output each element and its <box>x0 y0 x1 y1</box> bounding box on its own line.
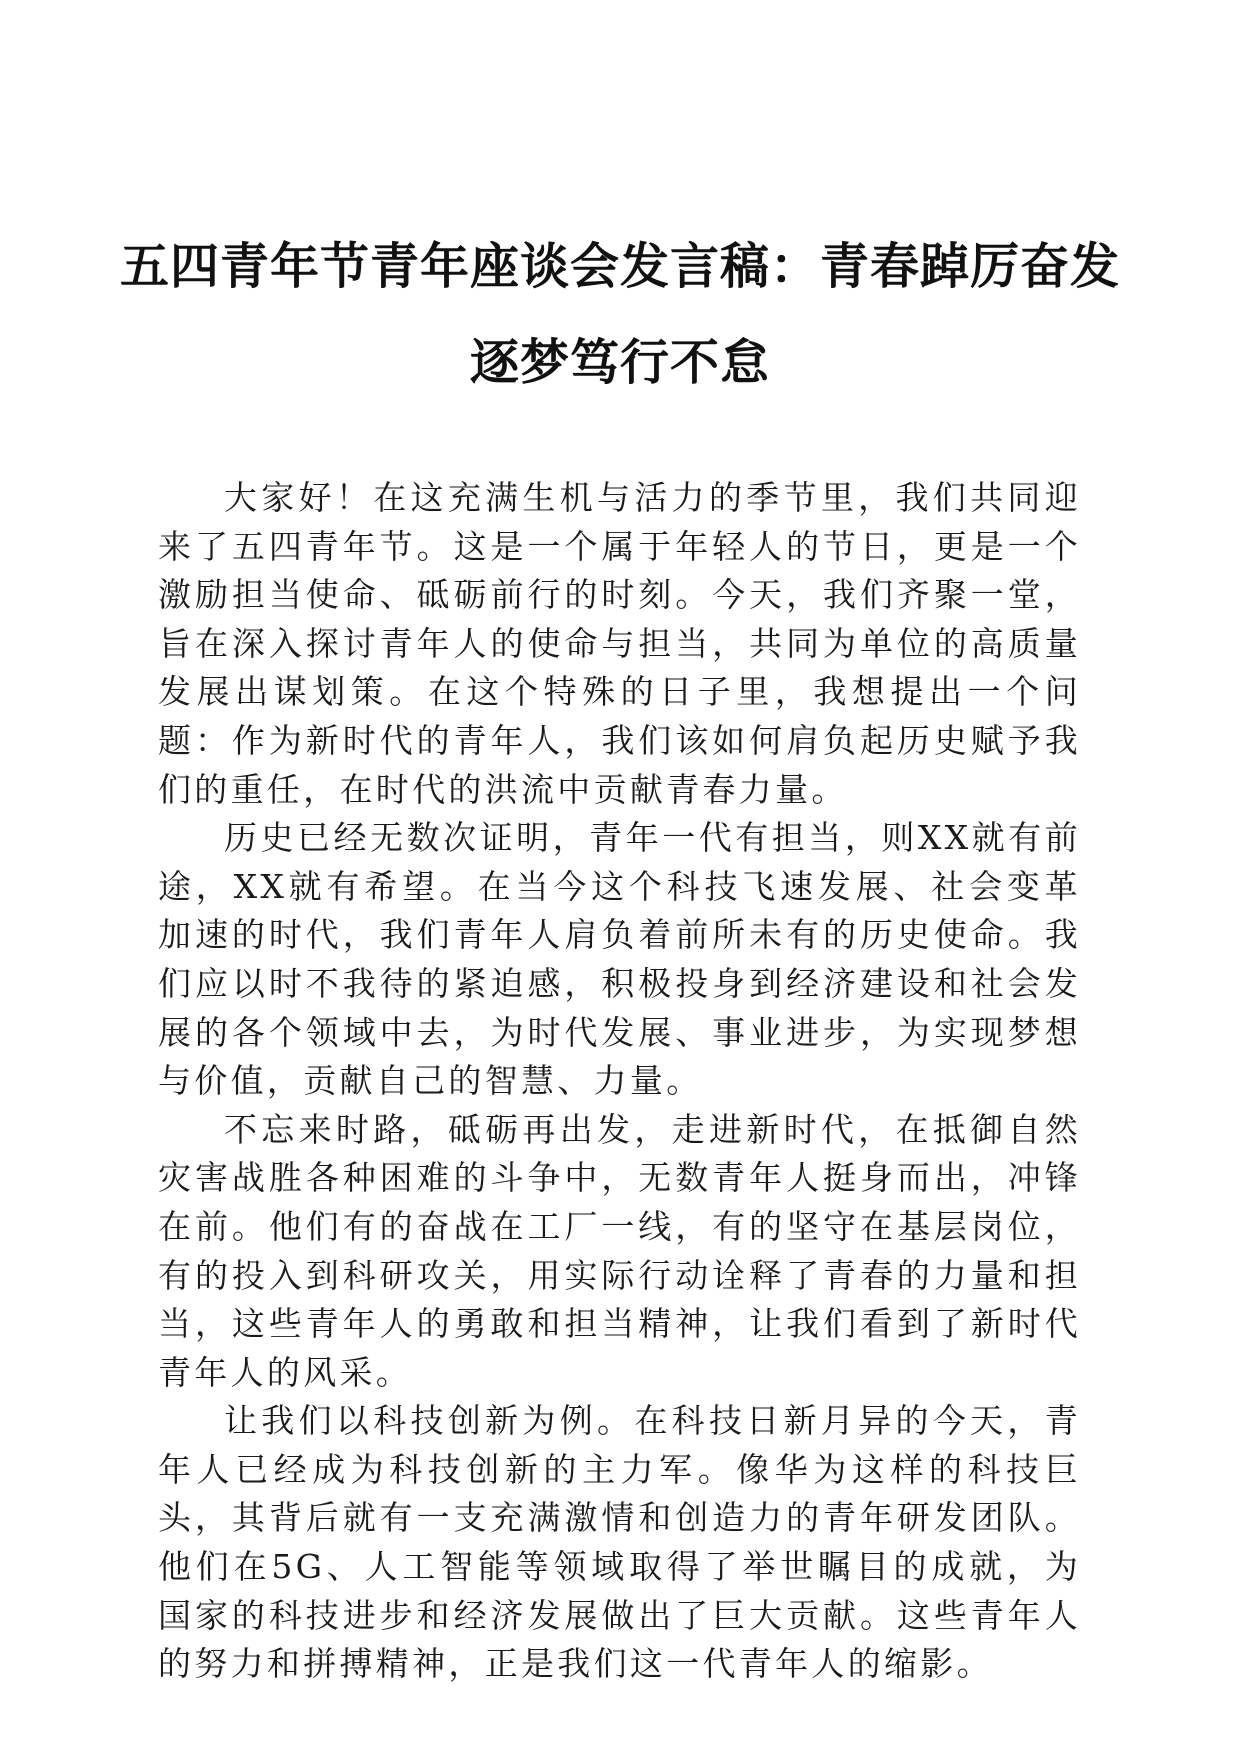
paragraph-3: 不忘来时路，砥砺再出发，走进新时代，在抵御自然灾害战胜各种困难的斗争中，无数青年人挺身而出，冲锋在前。他们有的奋战在工厂一线，有的坚守在基层岗位，有的投入到科研攻关，用实际行动诠释了青春的力量和担当，这些青年人的勇敢和担当精神，让我们看到了新时代青年人的风采。 <box>158 1109 1081 1392</box>
document-title-line-2: 逐梦笃行不怠 <box>469 333 770 391</box>
paragraph-2: 历史已经无数次证明，青年一代有担当，则XX就有前途，XX就有希望。在当今这个科技飞速发展、社会变革加速的时代，我们青年人肩负着前所未有的历史使命。我们应以时不我待的紧迫感，积极投身到经济建设和社会发展的各个领域中去，为时代发展、事业进步，为实现梦想与价值，贡献自己的智慧、力量。 <box>158 818 1081 1101</box>
document-title-line-1: 五四青年节青年座谈会发言稿：青春踔厉奋发 <box>120 237 1121 295</box>
paragraph-4: 让我们以科技创新为例。在科技日新月异的今天，青年人已经成为科技创新的主力军。像华为这样的科技巨头，其背后就有一支充满激情和创造力的青年研发团队。他们在5G、人工智能等领域取得了举世瞩目的成就，为国家的科技进步和经济发展做出了巨大贡献。这些青年人的努力和拼搏精神，正是我们这一代青年人的缩影。 <box>158 1401 1081 1684</box>
document-body <box>158 474 1081 1689</box>
paragraph-1: 大家好！在这充满生机与活力的季节里，我们共同迎来了五四青年节。这是一个属于年轻人的节日，更是一个激励担当使命、砥砺前行的时刻。今天，我们齐聚一堂，旨在深入探讨青年人的使命与担当，共同为单位的高质量发展出谋划策。在这个特殊的日子里，我想提出一个问题：作为新时代的青年人，我们该如何肩负起历史赋予我们的重任，在时代的洪流中贡献青春力量。 <box>158 478 1081 809</box>
